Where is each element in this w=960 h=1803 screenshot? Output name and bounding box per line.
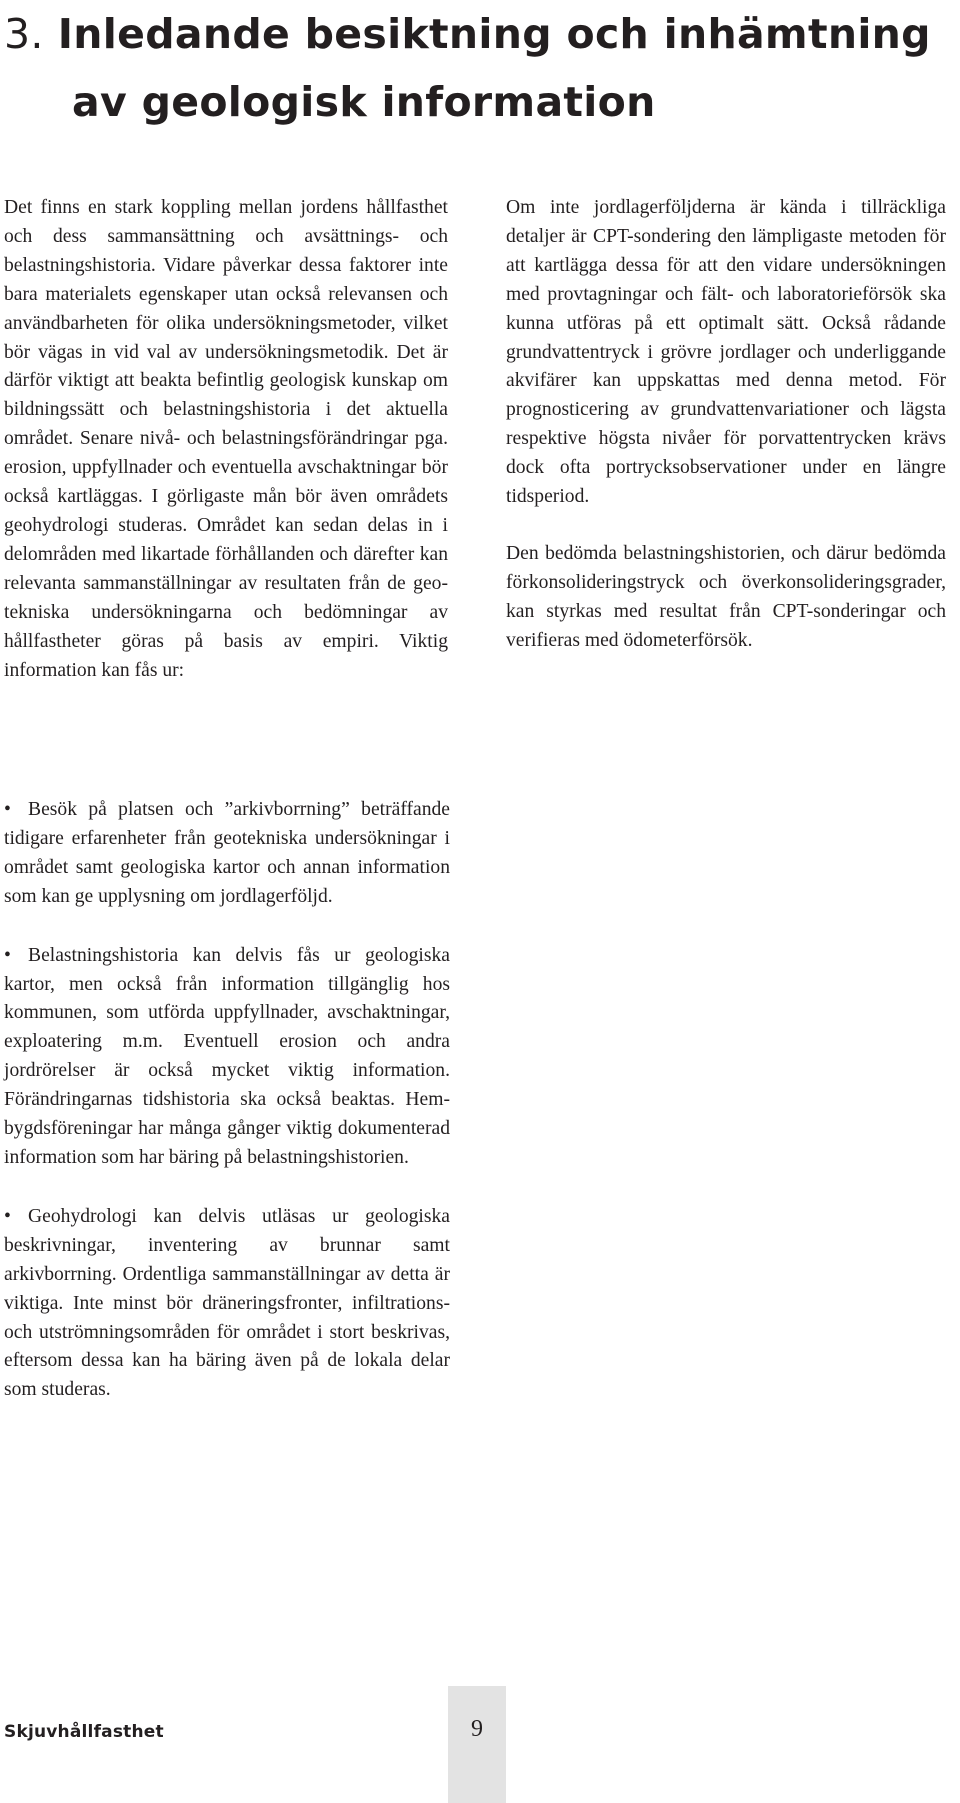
bullet-icon: • xyxy=(4,799,11,820)
title-line-1: Inledande besiktning och inhämtning xyxy=(57,10,931,58)
left-column xyxy=(4,194,448,685)
bullet-icon: • xyxy=(4,944,11,966)
list-item xyxy=(4,1203,450,1405)
list-item-text: Belastningshistoria kan delvis fås ur geologiska kartor, men också från information tillgänglig hos kommunen, som utförda uppfyllnader, avschaktningar, exploatering m.m. Eventuell erosion och andra jordrörelser är också mycket viktig information. Förändringarnas tidshistoria ska också beaktas. Hembygdsföreningar har många gånger viktig dokumenterad information som har bäring på belastningshistorien. xyxy=(4,944,450,1168)
footer-publication-title: Skjuvhållfasthet xyxy=(4,1722,164,1742)
title-line-2: av geologisk information xyxy=(72,78,656,126)
bullet-icon: • xyxy=(4,1205,11,1227)
list-item xyxy=(4,942,450,1173)
information-sources-list xyxy=(4,796,450,1435)
cpt-paragraph: Om inte jordlagerföljderna är kända i tillräckliga detaljer är CPT-sondering den lämpligaste metoden för att kartlägga dessa för att den vidare undersökningen med provtagningar och fält- och laboratorieförsök ska kunna utföras på ett optimalt sätt. Också rådande grundvattentryck i grövre jordlager och underliggande akvifärer kan uppskattas med denna metod. För prognosticering av grundvattenvariationer och lägsta respektive högsta nivåer för porvattentrycken krävs dock ofta portrycksobservationer under en längre tidsperiod. xyxy=(506,197,946,508)
page-number: 9 xyxy=(471,1716,483,1742)
list-item-text: Besök på platsen och ”arkivborrning” beträffande tidigare erfarenheter från geotekniska undersökningar i området samt geologiska kartor och annan information som kan ge upplysning om jordlagerföljd. xyxy=(4,799,450,907)
right-column xyxy=(506,194,946,656)
intro-paragraph: Det finns en stark koppling mellan jordens hållfasthet och dess sammansättning och avsättnings- och belastningshistoria. Vidare påverkar dessa faktorer inte bara materialets egenskaper utan också relevansen och användbarheten för olika undersökningsmetoder, vilket bör vägas in vid val av undersökningsmetodik. Det är därför viktigt att beakta befintlig geologisk kunskap om bildningssätt och belastningshistoria i det aktuella området. Senare nivå- och belastningsförändringar pga. erosion, uppfyllnader och eventuella avschaktningar bör också kartläggas. I görligaste mån bör även områdets geohydrologi studeras. Området kan sedan delas in i delområden med likartade förhållanden och därefter kan relevanta sammanställningar av resultaten från de geotekniska undersökningarna och bedömningar av hållfastheter göras på basis av empiri. Viktig information kan fås ur: xyxy=(4,197,448,681)
list-item-text: Geohydrologi kan delvis utläsas ur geologiska beskrivningar, inventering av brunnar samt arkivborrning. Ordentliga sammanställningar av detta är viktiga. Inte minst bör dräneringsfronter, infiltrations- och utströmningsområden för området i stort beskrivas, eftersom dessa kan ha bäring även på de lokala delar som studeras. xyxy=(4,1205,450,1401)
loading-history-paragraph: Den bedömda belastningshistorien, och därur bedömda förkonsolideringstryck och överkonsolideringsgrader, kan styrkas med resultat från CPT-sonderingar och verifieras med ödometerförsök. xyxy=(506,542,946,651)
page-title xyxy=(4,0,954,136)
list-item xyxy=(4,796,450,912)
section-number: 3. xyxy=(4,10,44,58)
page-number-tab xyxy=(448,1686,506,1803)
